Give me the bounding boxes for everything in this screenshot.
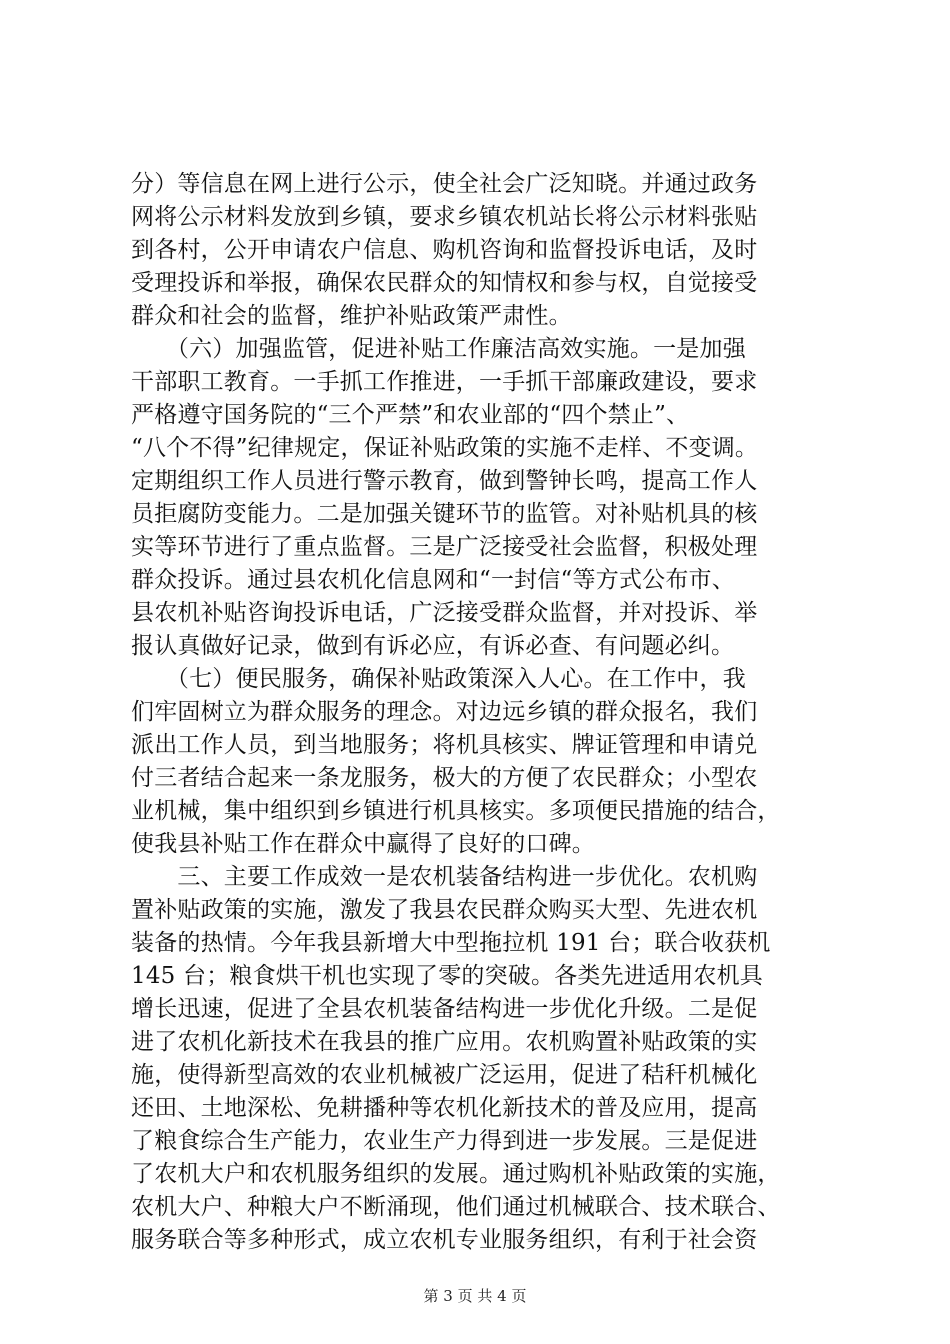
text-line: 县农机补贴咨询投诉电话，广泛接受群众监督，并对投诉、举 [131, 600, 758, 626]
text-line: 使我县补贴工作在群众中赢得了良好的口碑。 [131, 831, 595, 857]
text-line: 受理投诉和举报，确保农民群众的知情权和参与权，自觉接受 [131, 270, 758, 296]
body-text [131, 168, 831, 1257]
text-line: 施，使得新型高效的农业机械被广泛运用，促进了秸秆机械化 [131, 1062, 758, 1088]
text-line: 分）等信息在网上进行公示，使全社会广泛知晓。并通过政务 [131, 171, 758, 197]
text-line: 实等环节进行了重点监督。三是广泛接受社会监督，积极处理 [131, 534, 758, 560]
text-line: 置补贴政策的实施，激发了我县农民群众购买大型、先进农机 [131, 897, 758, 923]
text-line: 群众投诉。通过县农机化信息网和“一封信“等方式公布市、 [131, 567, 735, 593]
page-number-footer: 第 3 页 共 4 页 [423, 1287, 527, 1305]
text-line: 们牢固树立为群众服务的理念。对边远乡镇的群众报名，我们 [131, 699, 758, 725]
text-line: 农机大户、种粮大户不断涌现，他们通过机械联合、技术联合、 [131, 1194, 781, 1220]
text-line: 报认真做好记录，做到有诉必应，有诉必查、有问题必纠。 [131, 633, 735, 659]
text-line: （七）便民服务，确保补贴政策深入人心。在工作中，我 [131, 666, 746, 692]
text-line: “八个不得”纪律规定，保证补贴政策的实施不走样、不变调。 [131, 435, 759, 461]
text-line: 网将公示材料发放到乡镇，要求乡镇农机站长将公示材料张贴 [131, 204, 758, 230]
text-line: 付三者结合起来一条龙服务，极大的方便了农民群众；小型农 [131, 765, 758, 791]
text-line: 装备的热情。今年我县新增大中型拖拉机 191 台；联合收获机 [131, 930, 771, 956]
text-line: 了农机大户和农机服务组织的发展。通过购机补贴政策的实施， [131, 1161, 781, 1187]
text-line: 进了农机化新技术在我县的推广应用。农机购置补贴政策的实 [131, 1029, 758, 1055]
text-line: 服务联合等多种形式，成立农机专业服务组织，有利于社会资 [131, 1227, 758, 1253]
text-line: 了粮食综合生产能力，农业生产力得到进一步发展。三是促进 [131, 1128, 758, 1154]
text-line: 业机械，集中组织到乡镇进行机具核实。多项便民措施的结合， [131, 798, 781, 824]
text-line: 派出工作人员，到当地服务；将机具核实、牌证管理和申请兑 [131, 732, 758, 758]
text-line: 干部职工教育。一手抓工作推进，一手抓干部廉政建设，要求 [131, 369, 758, 395]
text-line: 还田、土地深松、免耕播种等农机化新技术的普及应用，提高 [131, 1095, 758, 1121]
text-line: 严格遵守国务院的“三个严禁”和农业部的“四个禁止”、 [131, 402, 690, 428]
text-line: 群众和社会的监督，维护补贴政策严肃性。 [131, 303, 572, 329]
text-line: 定期组织工作人员进行警示教育，做到警钟长鸣，提高工作人 [131, 468, 758, 494]
text-line: 145 台；粮食烘干机也实现了零的突破。各类先进适用农机具 [131, 963, 764, 989]
text-line: 到各村，公开申请农户信息、购机咨询和监督投诉电话，及时 [131, 237, 758, 263]
text-line: 员拒腐防变能力。二是加强关键环节的监管。对补贴机具的核 [131, 501, 758, 527]
text-line: （六）加强监管，促进补贴工作廉洁高效实施。一是加强 [131, 336, 746, 362]
text-line: 三、主要工作成效一是农机装备结构进一步优化。农机购 [131, 864, 758, 890]
text-line: 增长迅速，促进了全县农机装备结构进一步优化升级。二是促 [131, 996, 758, 1022]
